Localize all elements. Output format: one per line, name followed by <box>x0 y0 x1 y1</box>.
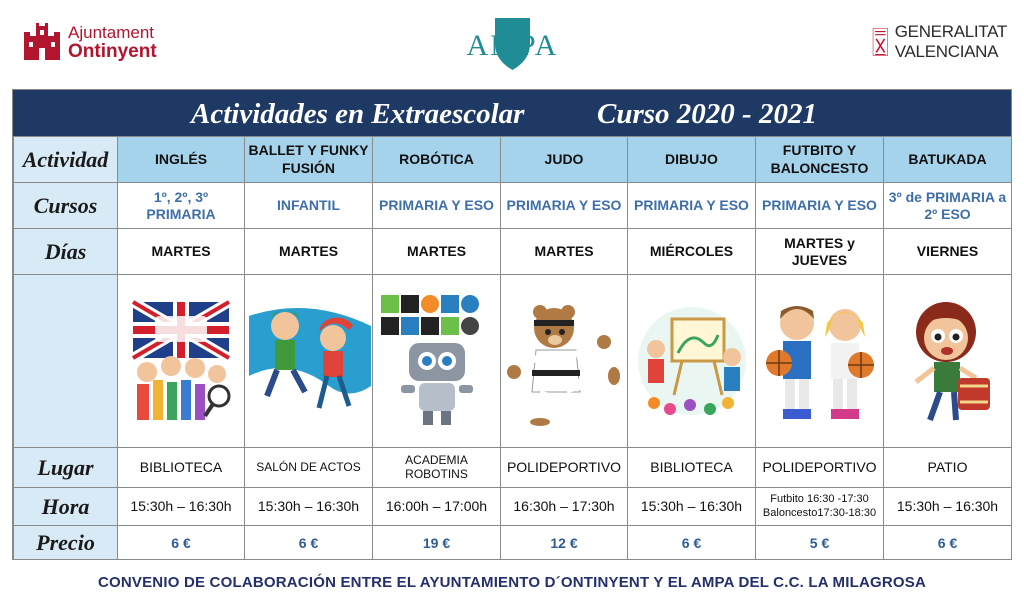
activity-lugar: ACADEMIA ROBOTINS <box>373 448 501 488</box>
activity-hora: 15:30h – 16:30h <box>884 488 1012 526</box>
course-year: Curso 2020 - 2021 <box>597 98 817 130</box>
activity-name: JUDO <box>501 137 628 183</box>
row-images <box>14 275 1012 448</box>
ajuntament-text: Ajuntament <box>68 22 154 42</box>
activity-dias: MARTES y JUEVES <box>756 229 884 275</box>
activity-name: INGLÉS <box>118 137 245 183</box>
activity-lugar: SALÓN DE ACTOS <box>245 448 373 488</box>
activity-name: DIBUJO <box>628 137 756 183</box>
generalitat-valenciana-logo <box>872 12 1007 72</box>
activity-dias: MARTES <box>118 229 245 275</box>
activity-dias: VIERNES <box>884 229 1012 275</box>
activity-hora: 15:30h – 16:30h <box>628 488 756 526</box>
row-precio <box>14 526 1012 560</box>
activity-precio: 6 € <box>884 526 1012 560</box>
activity-cursos: PRIMARIA Y ESO <box>501 183 628 229</box>
learn-english-illustration <box>118 275 245 448</box>
generalitat-emblem-icon <box>872 14 889 70</box>
title-bar <box>13 90 1011 136</box>
activity-dias: MIÉRCOLES <box>628 229 756 275</box>
activity-cursos: INFANTIL <box>245 183 373 229</box>
label-precio: Precio <box>14 526 118 560</box>
judo-bear-illustration <box>501 275 628 448</box>
activity-hora <box>756 488 884 526</box>
activity-lugar: POLIDEPORTIVO <box>756 448 884 488</box>
drawing-kids-illustration <box>628 275 756 448</box>
activities-table <box>12 89 1012 560</box>
activity-name: BATUKADA <box>884 137 1012 183</box>
label-cursos: Cursos <box>14 183 118 229</box>
ontinyent-text: Ontinyent <box>68 40 157 62</box>
label-hora: Hora <box>14 488 118 526</box>
ampa-logo <box>455 14 570 72</box>
activity-hora: 16:00h – 17:00h <box>373 488 501 526</box>
row-lugar <box>14 448 1012 488</box>
activity-precio: 6 € <box>245 526 373 560</box>
page-title: Actividades en Extraescolar <box>191 98 525 130</box>
ampa-text: AMPA <box>466 29 559 62</box>
activity-hora: 15:30h – 16:30h <box>118 488 245 526</box>
row-actividad <box>14 137 1012 183</box>
activity-precio: 5 € <box>756 526 884 560</box>
activity-hora: 15:30h – 16:30h <box>245 488 373 526</box>
row-dias <box>14 229 1012 275</box>
robotins-robot-illustration <box>373 275 501 448</box>
activity-cursos: PRIMARIA Y ESO <box>628 183 756 229</box>
label-dias: Días <box>14 229 118 275</box>
baloncesto-hora: Baloncesto17:30-18:30 <box>762 506 877 519</box>
activities-grid <box>13 136 1012 560</box>
ajuntament-ontinyent-logo <box>22 18 182 66</box>
row-cursos <box>14 183 1012 229</box>
activity-precio: 12 € <box>501 526 628 560</box>
activity-cursos: PRIMARIA Y ESO <box>373 183 501 229</box>
activity-dias: MARTES <box>501 229 628 275</box>
label-actividad: Actividad <box>14 137 118 183</box>
activity-lugar: BIBLIOTECA <box>118 448 245 488</box>
activity-name: FUTBITO Y BALONCESTO <box>756 137 884 183</box>
activity-cursos: 1º, 2º, 3º PRIMARIA <box>118 183 245 229</box>
activity-name: BALLET Y FUNKY FUSIÓN <box>245 137 373 183</box>
activity-cursos: PRIMARIA Y ESO <box>756 183 884 229</box>
activity-name: ROBÓTICA <box>373 137 501 183</box>
activity-lugar: PATIO <box>884 448 1012 488</box>
basketball-kids-illustration <box>756 275 884 448</box>
activity-dias: MARTES <box>245 229 373 275</box>
activity-lugar: POLIDEPORTIVO <box>501 448 628 488</box>
activity-dias: MARTES <box>373 229 501 275</box>
label-empty <box>14 275 118 448</box>
activity-hora: 16:30h – 17:30h <box>501 488 628 526</box>
activity-precio: 6 € <box>118 526 245 560</box>
activity-precio: 19 € <box>373 526 501 560</box>
drummer-girl-illustration <box>884 275 1012 448</box>
futbito-hora: Futbito 16:30 -17:30 <box>770 493 869 506</box>
dancing-kids-illustration <box>245 275 373 448</box>
row-hora <box>14 488 1012 526</box>
generalitat-text: GENERALITAT <box>894 22 1007 42</box>
activity-cursos: 3º de PRIMARIA a 2º ESO <box>884 183 1012 229</box>
activity-lugar: BIBLIOTECA <box>628 448 756 488</box>
label-lugar: Lugar <box>14 448 118 488</box>
footer-agreement: CONVENIO DE COLABORACIÓN ENTRE EL AYUNTAMIENTO D´ONTINYENT Y EL AMPA DEL C.C. LA MILAGROSA <box>97 574 927 591</box>
activity-precio: 6 € <box>628 526 756 560</box>
valenciana-text: VALENCIANA <box>894 42 999 61</box>
castle-icon <box>22 22 62 62</box>
